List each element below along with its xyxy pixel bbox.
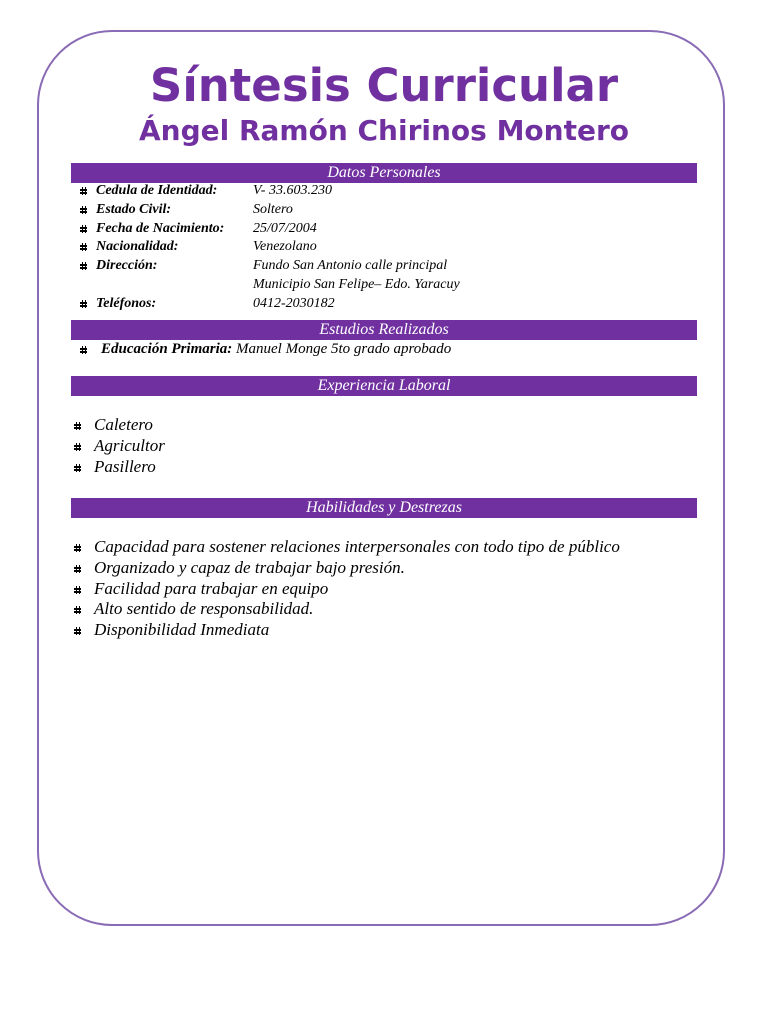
skill-text: Alto sentido de responsabilidad. [94,599,314,618]
square-bullet-icon [80,346,87,354]
skill-text: Facilidad para trabajar en equipo [94,579,329,598]
square-bullet-icon [80,243,87,251]
square-bullet-icon [74,464,81,472]
square-bullet-icon [74,606,81,614]
field-value: Fundo San Antonio calle principal [253,258,448,273]
square-bullet-icon [74,565,81,573]
square-bullet-icon [74,443,81,451]
document-title: Síntesis Curricular [149,59,619,112]
square-bullet-icon [74,586,81,594]
field-value: 25/07/2004 [253,221,317,236]
skill-text: Disponibilidad Inmediata [94,620,270,639]
field-value: Venezolano [253,239,317,254]
square-bullet-icon [74,627,81,635]
square-bullet-icon [80,225,87,233]
experience-text: Caletero [94,415,153,434]
skill-text: Capacidad para sostener relaciones interpersonales con todo tipo de público [94,537,620,556]
field-label: Fecha de Nacimiento: [96,221,225,236]
field-label: Nacionalidad: [96,239,179,254]
square-bullet-icon [80,300,87,308]
field-label: Dirección: [96,258,158,273]
experience-text: Pasillero [94,457,156,476]
field-value: 0412-2030182 [253,296,335,311]
field-value: V- 33.603.230 [253,183,332,198]
study-label: Educación Primaria: [101,341,233,357]
section-header-skills: Habilidades y Destrezas [71,498,697,518]
field-label: Cedula de Identidad: [96,183,218,198]
field-label: Teléfonos: [96,296,157,311]
section-header-studies: Estudios Realizados [71,320,697,340]
field-value: Soltero [253,202,293,217]
study-value: Manuel Monge 5to grado aprobado [236,341,452,357]
square-bullet-icon [80,262,87,270]
square-bullet-icon [80,206,87,214]
square-bullet-icon [74,544,81,552]
experience-text: Agricultor [94,436,165,455]
field-label: Estado Civil: [96,202,172,217]
section-header-personal: Datos Personales [71,163,697,183]
field-value-line2: Municipio San Felipe– Edo. Yaracuy [253,277,460,292]
square-bullet-icon [74,422,81,430]
square-bullet-icon [80,187,87,195]
candidate-name: Ángel Ramón Chirinos Montero [138,114,630,147]
skill-text: Organizado y capaz de trabajar bajo presión. [94,558,405,577]
section-header-experience: Experiencia Laboral [71,376,697,396]
